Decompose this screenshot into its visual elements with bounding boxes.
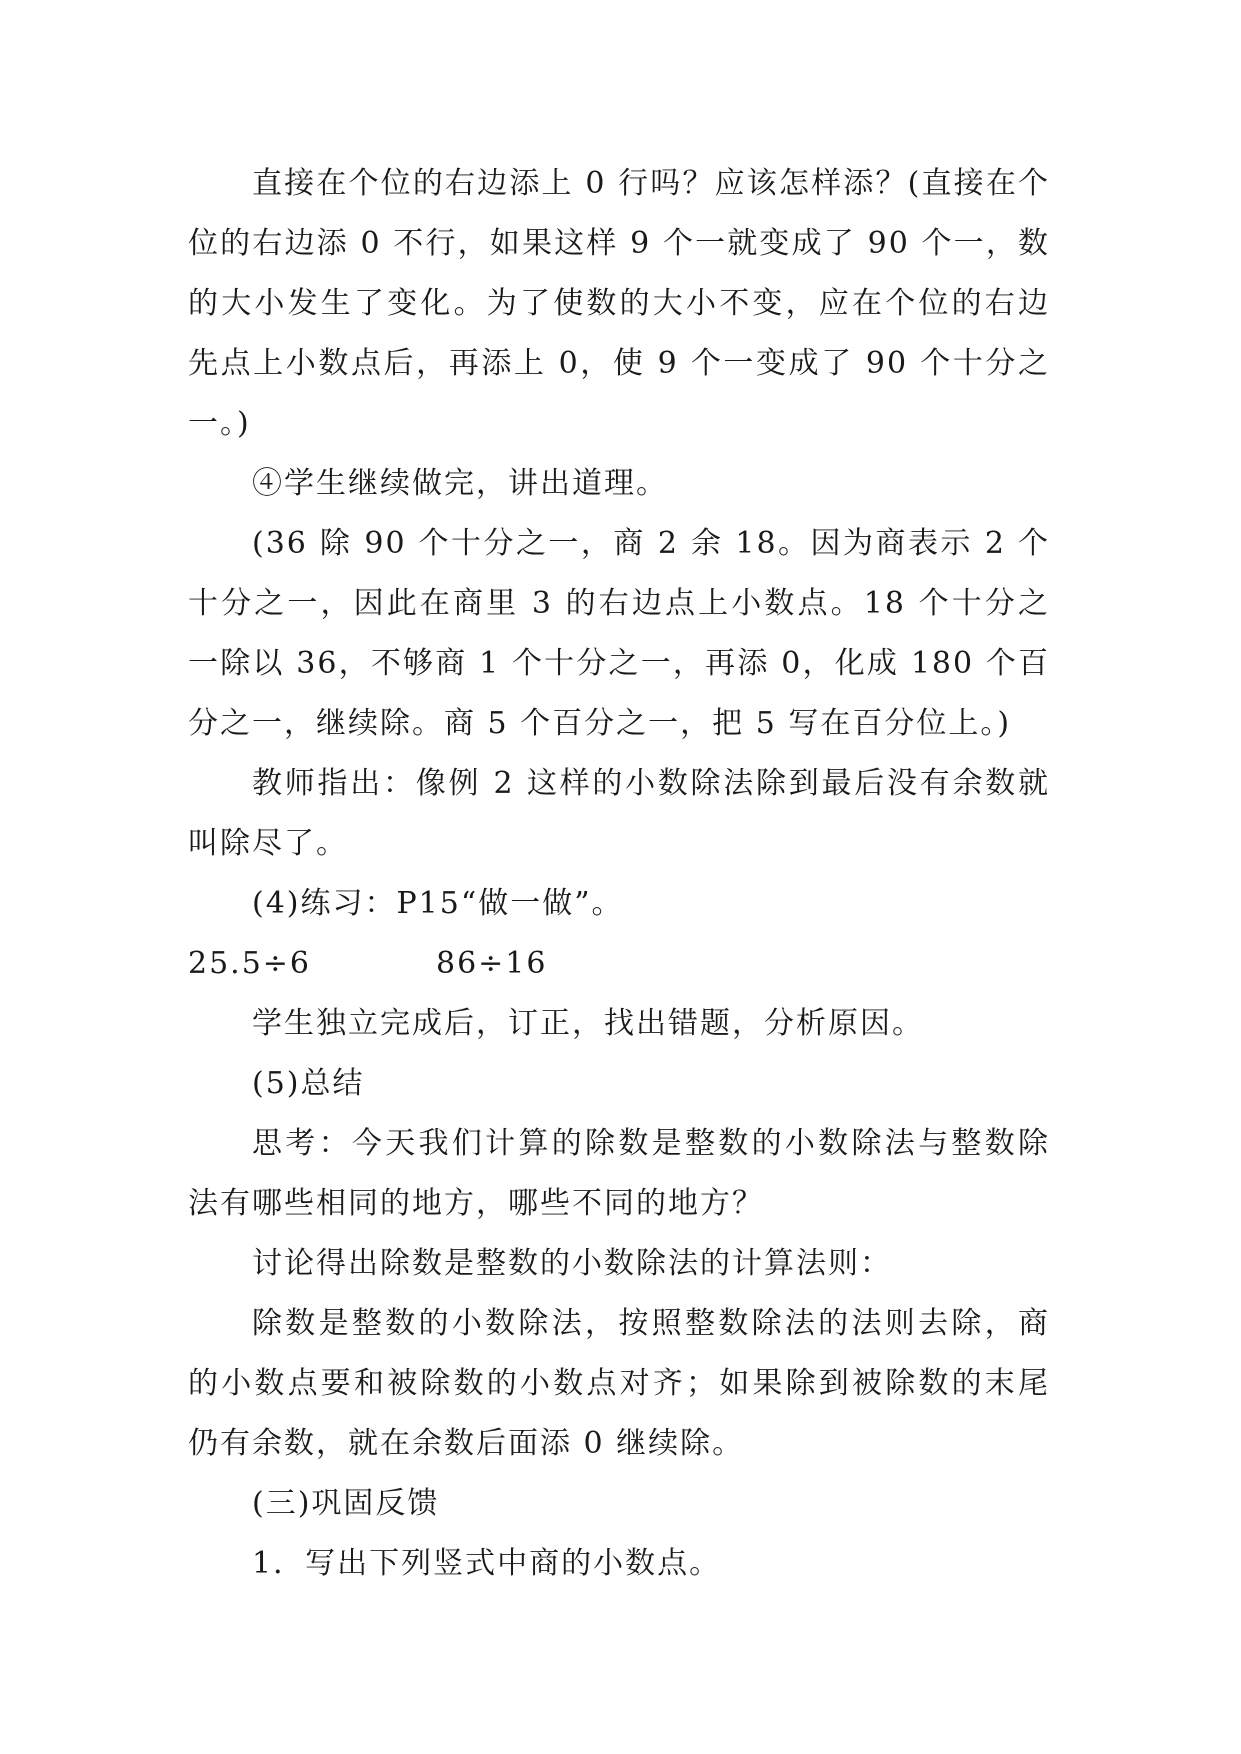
paragraph-teacher-note: 教师指出：像例 2 这样的小数除法除到最后没有余数就叫除尽了。 <box>188 766 1050 861</box>
paragraph-discussion: 讨论得出除数是整数的小数除法的计算法则： <box>252 1246 892 1281</box>
formula-1: 25.5÷6 <box>188 946 312 981</box>
paragraph-rule: 除数是整数的小数除法，按照整数除法的法则去除，商的小数点要和被除数的小数点对齐；如果除到被除数的末尾仍有余数，就在余数后面添 0 继续除。 <box>188 1306 1050 1461</box>
formula-2: 86÷16 <box>436 946 548 981</box>
paragraph-summary-heading: (5)总结 <box>252 1066 365 1101</box>
paragraph-practice-heading: (4)练习：P15“做一做”。 <box>252 886 624 921</box>
paragraph-think: 思考：今天我们计算的除数是整数的小数除法与整数除法有哪些相同的地方，哪些不同的地方？ <box>188 1126 1050 1221</box>
paragraph-explanation: (36 除 90 个十分之一，商 2 余 18。因为商表示 2 个十分之一，因此在商里 3 的右边点上小数点。18 个十分之一除以 36，不够商 1 个十分之一，再添 0，化成 180 个百分之一，继续除。商 5 个百分之一，把 5 写在百分位上。) <box>188 526 1050 741</box>
document-body <box>188 154 1050 1594</box>
paragraph-adding-zero: 直接在个位的右边添上 0 行吗？应该怎样添？(直接在个位的右边添 0 不行，如果这样 9 个一就变成了 90 个一，数的大小发生了变化。为了使数的大小不变，应在个位的右边先点上小数点后，再添上 0，使 9 个一变成了 90 个十分之一。) <box>188 166 1050 441</box>
paragraph-student-continue: ④学生继续做完，讲出道理。 <box>252 466 668 501</box>
paragraph-exercise-1: 1．写出下列竖式中商的小数点。 <box>252 1546 722 1581</box>
practice-formulas <box>188 934 1050 994</box>
paragraph-section-consolidate: (三)巩固反馈 <box>252 1486 440 1521</box>
paragraph-independent-work: 学生独立完成后，订正，找出错题，分析原因。 <box>252 1006 924 1041</box>
